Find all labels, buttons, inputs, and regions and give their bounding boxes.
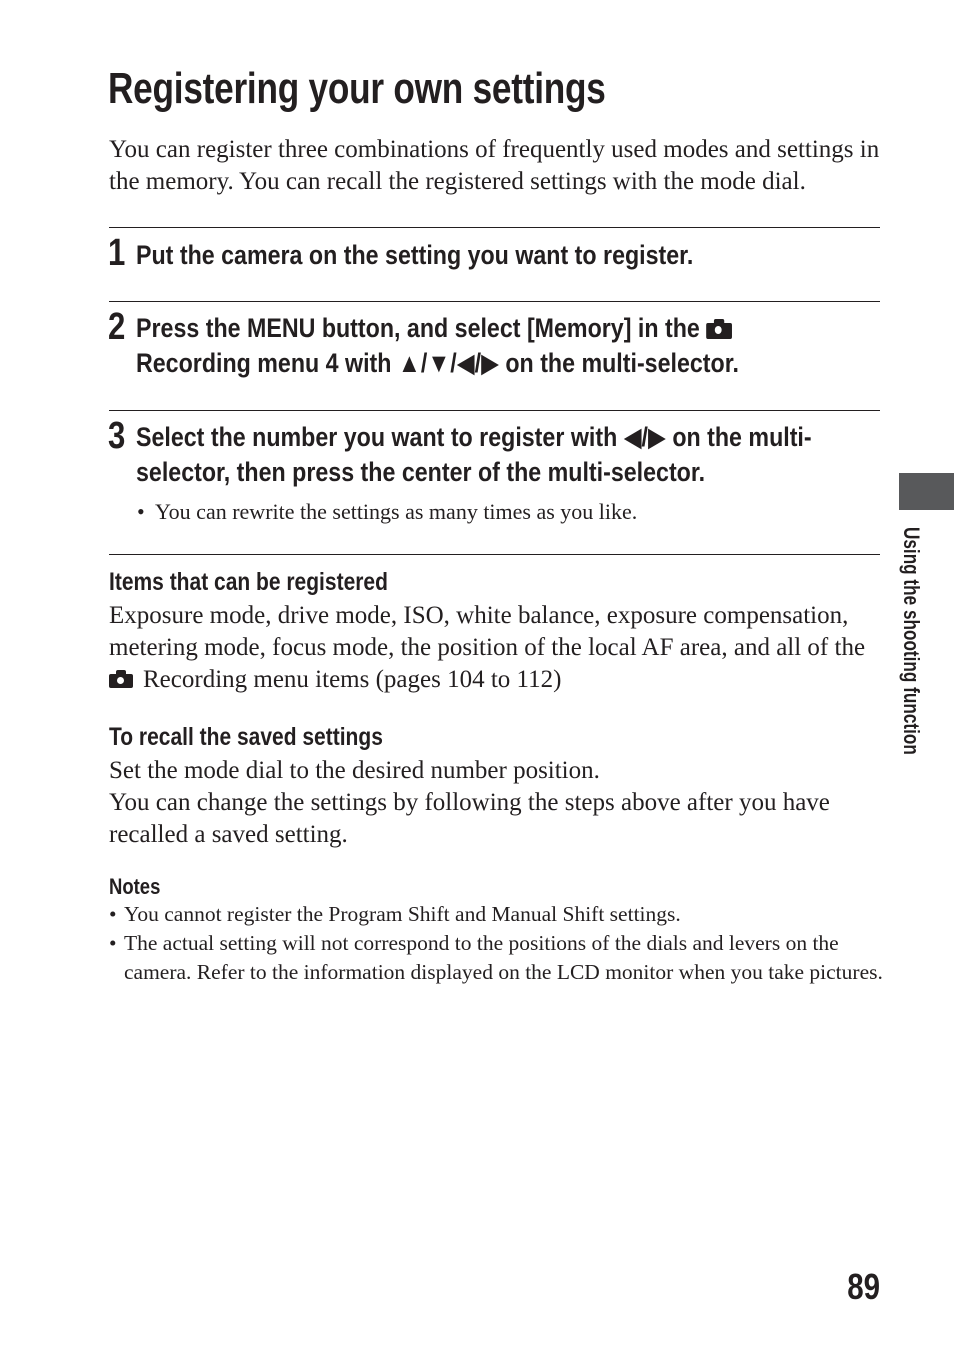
- notes-list: [109, 900, 889, 987]
- step-3-number: 3: [108, 415, 126, 457]
- step-1-number: 1: [108, 232, 126, 274]
- items-line-3-text: Recording menu items (pages 104 to 112): [143, 666, 562, 693]
- step-3-line-2: selector, then press the center of the multi-selector.: [136, 457, 706, 487]
- note-item: [109, 929, 889, 987]
- step-3-bullet: [137, 499, 637, 525]
- bullet-mark: •: [109, 902, 117, 926]
- items-line-1: Exposure mode, drive mode, ISO, white balance, exposure compensation,: [109, 602, 849, 629]
- divider: [109, 227, 880, 228]
- recall-line-2: You can change the settings by following the steps above after you have: [109, 789, 830, 816]
- divider: [109, 410, 880, 411]
- page-title: Registering your own settings: [108, 64, 606, 113]
- side-section-label: Using the shooting function: [899, 527, 924, 755]
- note-text: You cannot register the Program Shift and Manual Shift settings.: [124, 902, 681, 926]
- step-2-line-1: [136, 313, 732, 344]
- camera-icon: [109, 670, 133, 688]
- items-line-3: [109, 664, 899, 696]
- divider: [109, 301, 880, 302]
- intro-paragraph: You can register three combinations of frequently used modes and settings in the memory. You can recall the registered settings with the mode dial.: [109, 136, 880, 195]
- step-2-line-1-text: Press the MENU button, and select [Memory] in the: [136, 313, 700, 343]
- items-line-2: metering mode, focus mode, the position of the local AF area, and all of the: [109, 634, 866, 661]
- items-heading: Items that can be registered: [109, 568, 388, 596]
- note-text: The actual setting will not correspond to the positions of the dials and levers on the camera. Refer to the information displayed on the LCD monitor when you take pictures.: [124, 931, 883, 984]
- page-number: 89: [847, 1266, 880, 1307]
- step-3-line-1: Select the number you want to register with ◀/▶ on the multi-: [136, 422, 812, 452]
- camera-icon: [706, 319, 732, 339]
- step-1-text: Put the camera on the setting you want to register.: [136, 240, 694, 270]
- notes-heading: Notes: [109, 874, 161, 899]
- recall-heading: To recall the saved settings: [109, 723, 383, 751]
- divider: [109, 554, 880, 555]
- section-tab: [899, 473, 954, 510]
- step-2-line-2: Recording menu 4 with ▲/▼/◀/▶ on the multi-selector.: [136, 348, 739, 378]
- step-3-bullet-text: You can rewrite the settings as many times as you like.: [155, 499, 638, 524]
- note-item: [109, 900, 889, 929]
- recall-line-1: Set the mode dial to the desired number position.: [109, 757, 600, 784]
- bullet-mark: •: [109, 931, 117, 955]
- step-2-number: 2: [108, 306, 126, 348]
- bullet-mark: •: [137, 499, 145, 524]
- recall-line-3: recalled a saved setting.: [109, 821, 348, 848]
